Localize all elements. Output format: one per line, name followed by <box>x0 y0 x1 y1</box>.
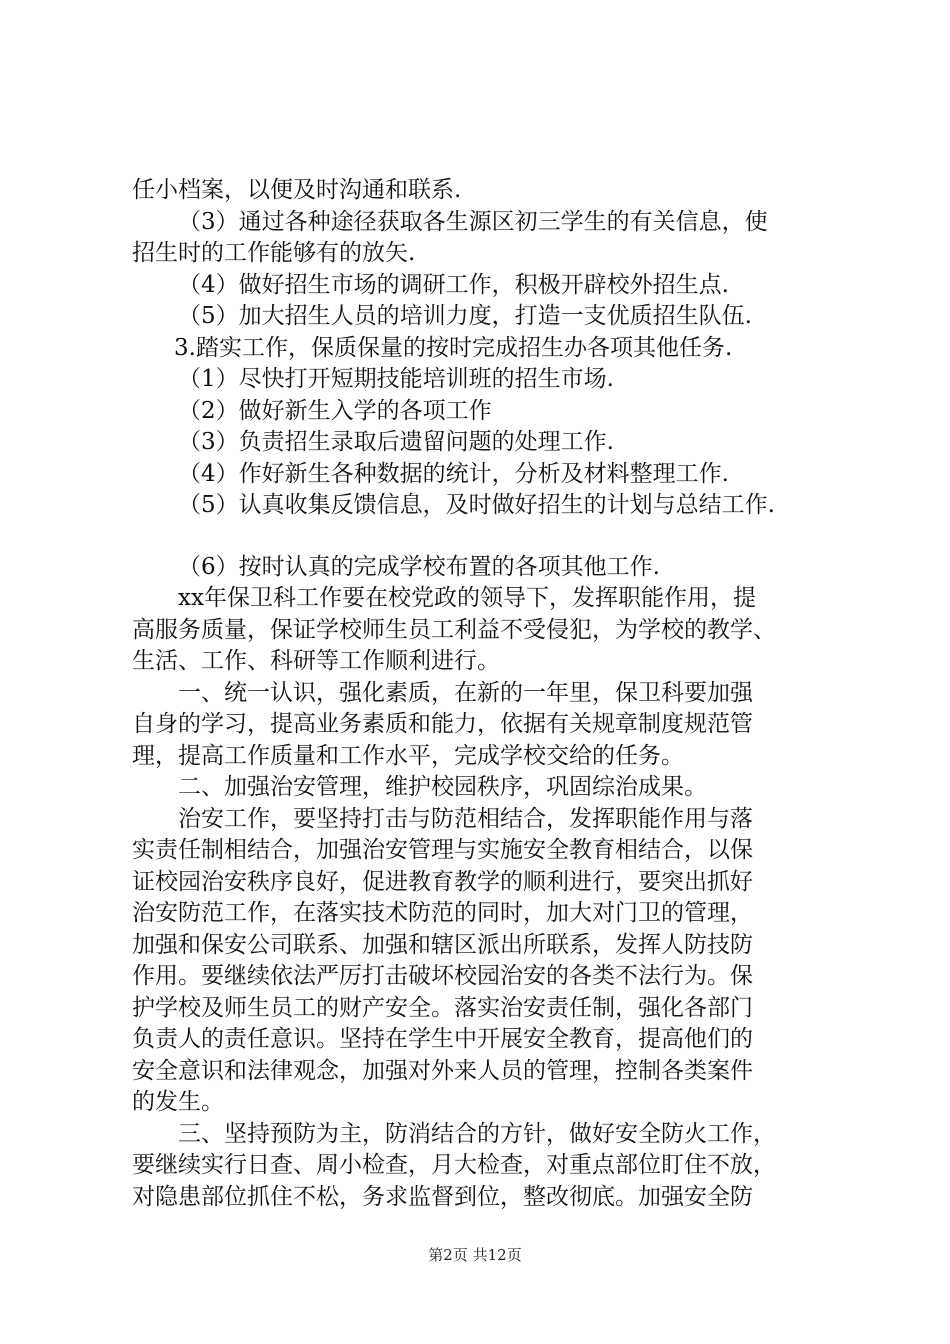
text-line: 二、加强治安管理，维护校园秩序，巩固综治成果。 <box>178 774 707 800</box>
text-line: 护学校及师生员工的财产安全。落实治安责任制，强化各部门 <box>132 994 753 1021</box>
text-line: （3）负责招生录取后遗留问题的处理工作. <box>178 429 614 455</box>
text-line: （1）尽快打开短期技能培训班的招生市场. <box>178 366 614 392</box>
page-footer: 第2页 共12页 <box>428 1246 522 1264</box>
text-line: （5）加大招生人员的培训力度，打造一支优质招生队伍. <box>178 303 752 329</box>
text-line: 对隐患部位抓住不松，务求监督到位，整改彻底。加强安全防 <box>132 1183 753 1210</box>
text-line: （6）按时认真的完成学校布置的各项其他工作. <box>178 553 660 580</box>
text-line: xx年保卫科工作要在校党政的领导下，发挥职能作用，提 <box>178 585 756 611</box>
text-line: 高服务质量，保证学校师生员工利益不受侵犯，为学校的教学、 <box>132 616 776 643</box>
text-line: 三、坚持预防为主，防消结合的方针，做好安全防火工作， <box>178 1120 776 1147</box>
text-line: 证校园治安秩序良好，促进教育教学的顺利进行，要突出抓好 <box>132 868 753 895</box>
text-line: 负责人的责任意识。坚持在学生中开展安全教育，提高他们的 <box>132 1026 753 1052</box>
body-text <box>132 175 832 1213</box>
text-line: 的发生。 <box>132 1089 224 1115</box>
text-line: 招生时的工作能够有的放矢. <box>132 240 416 266</box>
text-line: （3）通过各种途径获取各生源区初三学生的有关信息，使 <box>178 208 768 235</box>
blank-spacer <box>132 522 832 552</box>
text-line: 治安工作，要坚持打击与防范相结合，发挥职能作用与落 <box>178 805 753 832</box>
text-line: （4）作好新生各种数据的统计，分析及材料整理工作. <box>178 460 729 487</box>
text-line: 3.踏实工作，保质保量的按时完成招生办各项其他任务. <box>174 334 733 361</box>
text-line: （4）做好招生市场的调研工作，积极开辟校外招生点. <box>178 271 729 298</box>
text-line: 加强和保安公司联系、加强和辖区派出所联系，发挥人防技防 <box>132 931 753 958</box>
text-line: 自身的学习，提高业务素质和能力，依据有关规章制度规范管 <box>132 711 753 737</box>
text-line: 作用。要继续依法严厉打击破坏校园治安的各类不法行为。保 <box>132 963 753 989</box>
text-line: （5）认真收集反馈信息，及时做好招生的计划与总结工作. <box>178 492 775 518</box>
text-line: （2）做好新生入学的各项工作 <box>178 397 492 424</box>
text-line: 实责任制相结合，加强治安管理与实施安全教育相结合，以保 <box>132 837 753 863</box>
text-line: 要继续实行日查、周小检查，月大检查，对重点部位盯住不放， <box>132 1152 776 1178</box>
text-line: 生活、工作、科研等工作顺利进行。 <box>132 648 500 674</box>
text-line: 一、统一认识，强化素质，在新的一年里，保卫科要加强 <box>178 679 753 706</box>
text-line: 理，提高工作质量和工作水平，完成学校交给的任务。 <box>132 742 684 769</box>
text-line: 治安防范工作，在落实技术防范的同时，加大对门卫的管理， <box>132 900 753 926</box>
text-line: 安全意识和法律观念，加强对外来人员的管理，控制各类案件 <box>132 1057 753 1084</box>
text-line: 任小档案，以便及时沟通和联系. <box>132 177 462 203</box>
